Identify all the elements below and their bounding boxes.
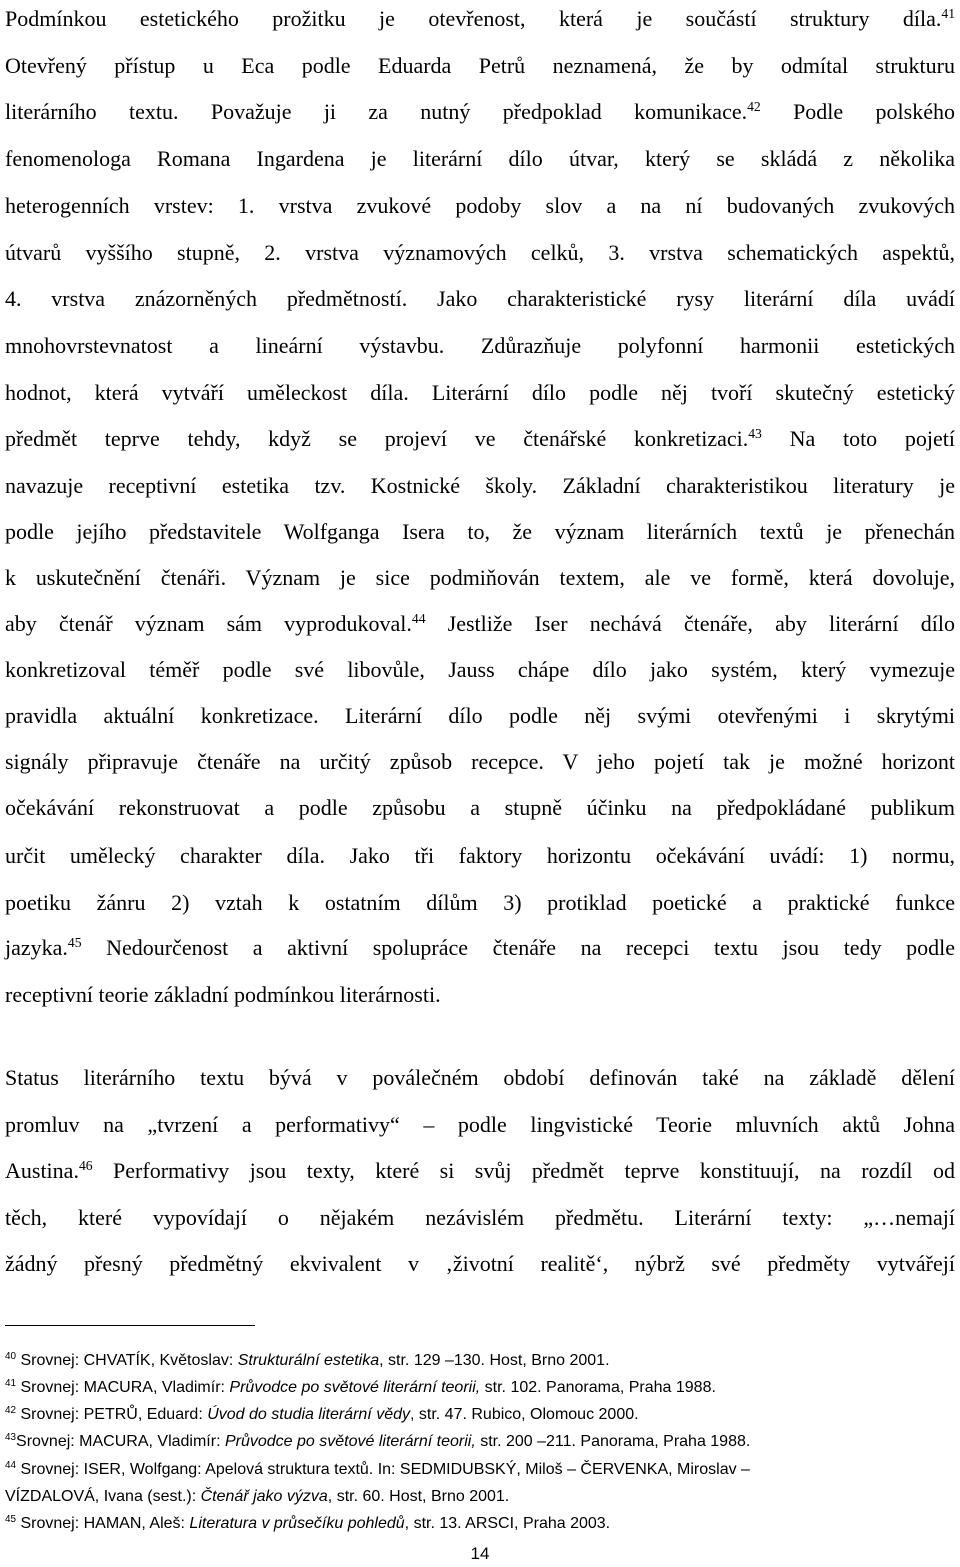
body-line [5,1065,955,1091]
body-line [5,611,955,637]
body-line [5,703,955,729]
footnote [5,1351,955,1371]
body-line [5,193,955,219]
footnote-ref: 46 [78,1157,93,1173]
body-line-text: fenomenologa Romana Ingardena je literární dílo útvar, který se skládá z několika [5,146,955,171]
footnote-title: Strukturální estetika [237,1352,380,1369]
body-line-text: signály připravuje čtenáře na určitý způsob recepce. V jeho pojetí tak je možné horizont [5,749,955,774]
footnote-text: Srovnej: HAMAN, Aleš: [16,1515,190,1532]
body-line [5,53,955,79]
body-line-text: Austina. [5,1158,79,1183]
body-line [5,99,955,125]
body-line-text: mnohovrstevnatost a lineární výstavbu. Zdůrazňuje polyfonní harmonii estetických [5,333,955,358]
body-line [5,1158,955,1184]
footnote [5,1460,955,1480]
footnote-text: str. 200 –211. Panorama, Praha 1988. [475,1433,751,1450]
body-line-text: Jestliže Iser nechává čtenáře, aby literární dílo [425,611,955,636]
footnote-text: Srovnej: CHVATÍK, Květoslav: [16,1352,238,1369]
body-line [5,565,955,591]
footnote-text: Srovnej: ISER, Wolfgang: Apelová struktura textů. In: SEDMIDUBSKÝ, Miloš – ČERVENKA, Miroslav – [16,1461,750,1478]
body-line [5,749,955,775]
footnote-title: Úvod do studia literární vědy [207,1406,410,1423]
body-line [5,1112,955,1138]
body-line-text: receptivní teorie základní podmínkou literárnosti. [5,982,441,1007]
footnote-text: , str. 13. ARSCI, Praha 2003. [404,1515,611,1532]
body-line [5,935,955,961]
body-line [5,795,955,821]
body-line [5,982,955,1008]
body-line-text: navazuje receptivní estetika tzv. Kostnické školy. Základní charakteristikou literatury je [5,473,955,498]
body-line-text: aby čtenář význam sám vyprodukoval. [5,611,412,636]
body-line-text: jazyka. [5,935,68,960]
body-line [5,1205,955,1231]
footnote-text: Srovnej: MACURA, Vladimír: [16,1433,225,1450]
body-line [5,6,955,32]
footnote-number: 42 [5,1405,17,1417]
footnote-text: , str. 129 –130. Host, Brno 2001. [379,1352,610,1369]
body-line-text: útvarů vyššího stupně, 2. vrstva významových celků, 3. vrstva schematických aspektů, [5,240,955,265]
footnote-number: 44 [5,1460,17,1472]
body-line-text: Podmínkou estetického prožitku je otevřenost, která je součástí struktury díla. [5,6,942,31]
footnote-ref: 42 [747,98,761,114]
footnote [5,1405,955,1425]
footnote-title: Literatura v průsečíku pohledů [189,1515,405,1532]
body-line-text: Nedourčenost a aktivní spolupráce čtenáře na recepci textu jsou tedy podle [81,935,955,960]
body-line [5,286,955,312]
body-line-text: Performativy jsou texty, které si svůj předmět teprve konstituují, na rozdíl od [92,1158,955,1183]
footnote-text: , str. 60. Host, Brno 2001. [327,1488,510,1505]
page-number: 14 [470,1544,490,1563]
body-line-text: konkretizoval téměř podle své libovůle, Jauss chápe dílo jako systém, který vymezuje [5,657,955,682]
body-line-text: poetiku žánru 2) vztah k ostatním dílům 3) protiklad poetické a praktické funkce [5,890,955,915]
body-line-text: předmět teprve tehdy, když se projeví ve čtenářské konkretizaci. [5,426,749,451]
footnote-title: Průvodce po světové literární teorii, [229,1379,481,1396]
body-line [5,843,955,869]
footnote-text: str. 102. Panorama, Praha 1988. [480,1379,716,1396]
body-line-text: pravidla aktuální konkretizace. Literární dílo podle něj svými otevřenými i skrytými [5,703,955,728]
body-line [5,240,955,266]
body-line-text: žádný přesný předmětný ekvivalent v ‚životní realitě‘, nýbrž své předměty vytvářejí [5,1251,955,1276]
body-line [5,657,955,683]
body-line-text: Na toto pojetí [761,426,956,451]
footnote-number: 41 [5,1378,17,1390]
body-line-text: hodnot, která vytváří uměleckost díla. Literární dílo podle něj tvoří skutečný estetický [5,380,955,405]
body-line-text: podle jejího představitele Wolfganga Isera to, že význam literárních textů je přenechán [5,519,955,544]
body-line-text: 4. vrstva znázorněných předmětností. Jako charakteristické rysy literární díla uvádí [5,286,955,311]
body-line-text: heterogenních vrstev: 1. vrstva zvukové podoby slov a na ní budovaných zvukových [5,193,955,218]
footnote-ref: 44 [411,610,426,626]
body-line [5,146,955,172]
body-line [5,380,955,406]
body-line-text: Podle polského [760,99,955,124]
body-line [5,473,955,499]
footnote-text: Srovnej: PETRŮ, Eduard: [16,1406,208,1423]
footnote-text: VÍZDALOVÁ, Ivana (sest.): [5,1488,201,1505]
footnote [5,1378,955,1398]
body-line-text: těch, které vypovídají o nějakém nezávislém předmětu. Literární texty: „…nemají [5,1205,955,1230]
footnote [5,1514,955,1534]
footnote [5,1432,955,1452]
body-line-text: promluv na „tvrzení a performativy“ – podle lingvistické Teorie mluvních aktů Johna [5,1112,955,1137]
footnote-number: 43 [5,1432,17,1444]
footnote-text: Srovnej: MACURA, Vladimír: [16,1379,230,1396]
body-line-text: očekávání rekonstruovat a podle způsobu a stupně účinku na předpokládané publikum [5,795,955,820]
body-line-text: určit umělecký charakter díla. Jako tři faktory horizontu očekávání uvádí: 1) normu, [5,843,955,868]
footnote-ref: 45 [67,934,82,950]
footnote [5,1487,955,1507]
body-line [5,1251,955,1277]
body-line-text: Otevřený přístup u Eca podle Eduarda Petrů neznamená, že by odmítal strukturu [5,53,955,78]
footnote-title: Průvodce po světové literární teorii, [224,1433,476,1450]
body-line [5,519,955,545]
body-line-text: k uskutečnění čtenáři. Význam je sice podmiňován textem, ale ve formě, která dovoluje, [5,565,955,590]
footnote-title: Čtenář jako výzva [200,1488,328,1505]
body-line-text: Status literárního textu bývá v poválečném období definován také na základě dělení [5,1065,955,1090]
footnote-number: 40 [5,1351,17,1363]
body-line [5,426,955,452]
footnote-ref: 41 [941,5,955,21]
footnote-separator [5,1325,255,1326]
footnote-number: 45 [5,1514,17,1526]
footnote-ref: 43 [748,425,762,441]
body-line [5,333,955,359]
footnote-text: , str. 47. Rubico, Olomouc 2000. [410,1406,639,1423]
body-line-text: literárního textu. Považuje ji za nutný předpoklad komunikace. [5,99,748,124]
body-line [5,890,955,916]
